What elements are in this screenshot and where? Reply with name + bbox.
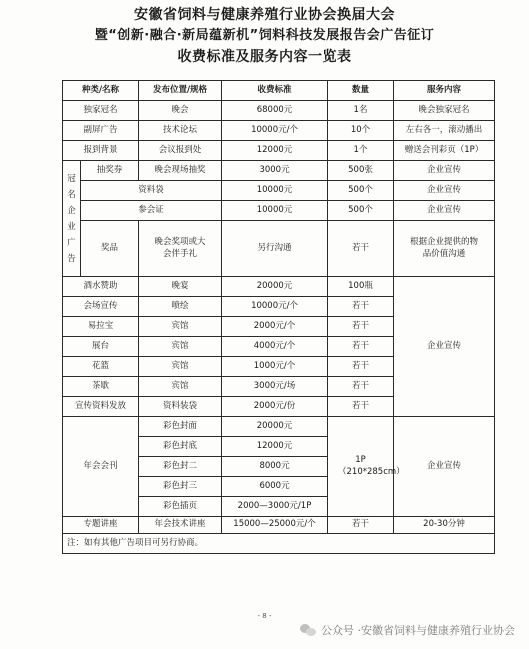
row-position: 彩色封二 — [139, 457, 222, 477]
row-qty: 100瓶 — [328, 277, 394, 297]
row-fee: 10000元 — [222, 201, 328, 221]
title-line-2: 暨“创新·融合·新局蕴新机”饲料科技发展报告会广告征订 — [94, 28, 435, 43]
footer-account: 安徽省饲料与健康养殖行业协会 — [361, 624, 515, 637]
row-name: 展台 — [63, 337, 139, 357]
page-number: - 8 - — [257, 612, 272, 620]
row-service: 企业宣传 — [394, 201, 495, 221]
row-position: 宾馆 — [139, 377, 222, 397]
row-fee: 2000—3000元/1P — [222, 497, 328, 517]
row-position: 会议报到处 — [139, 141, 222, 161]
row-fee: 3000元/场 — [222, 377, 328, 397]
row-qty: 1名 — [328, 101, 394, 121]
corp-group-label: 冠名企业广告 — [63, 161, 81, 277]
header-position: 发布位置/规格 — [139, 81, 222, 101]
row-fee: 10000元 — [222, 181, 328, 201]
row-service: 根据企业提供的物品价值沟通 — [394, 221, 495, 277]
row-qty: 若干 — [328, 337, 394, 357]
row-fee: 10000元/个 — [222, 297, 328, 317]
row-name: 报到背景 — [63, 141, 139, 161]
row-name: 奖品 — [81, 221, 139, 277]
table-row — [63, 201, 495, 221]
row-fee: 20000元 — [222, 417, 328, 437]
row-fee: 20000元 — [222, 277, 328, 297]
row-position: 晚会现场抽奖 — [139, 161, 222, 181]
header-service: 服务内容 — [394, 81, 495, 101]
row-qty: 若干 — [328, 377, 394, 397]
row-qty: 若干 — [328, 221, 394, 277]
row-qty: 500个 — [328, 181, 394, 201]
row-fee: 8000元 — [222, 457, 328, 477]
row-name: 专题讲座 — [63, 517, 139, 534]
row-fee: 1000元/个 — [222, 357, 328, 377]
row-name: 参会证 — [81, 201, 222, 221]
row-fee: 12000元 — [222, 437, 328, 457]
row-fee: 2000元/份 — [222, 397, 328, 417]
row-qty: 若干 — [328, 297, 394, 317]
row-position: 技术论坛 — [139, 121, 222, 141]
wechat-footer — [300, 622, 515, 638]
row-service: 左右各一，滚动播出 — [394, 121, 495, 141]
row-position: 彩色封底 — [139, 437, 222, 457]
row-name: 酒水赞助 — [63, 277, 139, 297]
journal-name: 年会会刊 — [63, 417, 139, 517]
row-name: 抽奖券 — [81, 161, 139, 181]
row-service: 20-30分钟 — [394, 517, 495, 534]
header-fee: 收费标准 — [222, 81, 328, 101]
table-row — [63, 141, 495, 161]
row-qty: 若干 — [328, 397, 394, 417]
row-qty: 1个 — [328, 141, 394, 161]
row-position: 年会技术讲座 — [139, 517, 222, 534]
table-row — [63, 534, 495, 554]
row-position: 晚会奖项或大会伴手礼 — [139, 221, 222, 277]
table-row — [63, 121, 495, 141]
wechat-icon — [300, 623, 316, 637]
row-fee: 6000元 — [222, 477, 328, 497]
journal-qty: 1P（210*285cm） — [328, 417, 394, 517]
row-name: 副屏广告 — [63, 121, 139, 141]
row-name: 会场宣传 — [63, 297, 139, 317]
fee-table — [62, 80, 495, 554]
row-position: 宾馆 — [139, 357, 222, 377]
row-position: 晚宴 — [139, 277, 222, 297]
row-fee: 2000元/个 — [222, 317, 328, 337]
table-header-row — [63, 81, 495, 101]
row-qty: 若干 — [328, 517, 394, 534]
table-row — [63, 277, 495, 297]
row-fee: 4000元/个 — [222, 337, 328, 357]
row-qty: 500张 — [328, 161, 394, 181]
row-position: 彩色封三 — [139, 477, 222, 497]
row-fee: 10000元/个 — [222, 121, 328, 141]
row-position: 彩色封面 — [139, 417, 222, 437]
title-line-1: 安徽省饲料与健康养殖行业协会换届大会 — [134, 7, 395, 23]
table-row — [63, 417, 495, 437]
journal-service: 企业宣传 — [394, 417, 495, 517]
row-service: 企业宣传 — [394, 161, 495, 181]
row-fee: 68000元 — [222, 101, 328, 121]
row-name: 宣传资料发放 — [63, 397, 139, 417]
row-fee: 15000—25000元/个 — [222, 517, 328, 534]
row-service: 企业宣传 — [394, 181, 495, 201]
row-qty: 500个 — [328, 201, 394, 221]
row-qty: 若干 — [328, 317, 394, 337]
row-qty: 10个 — [328, 121, 394, 141]
row-fee: 12000元 — [222, 141, 328, 161]
table-row — [63, 221, 495, 277]
header-quantity: 数量 — [328, 81, 394, 101]
row-name: 易拉宝 — [63, 317, 139, 337]
row-fee: 3000元 — [222, 161, 328, 181]
footer-prefix: 公众号 · — [321, 624, 361, 637]
row-position: 彩色插页 — [139, 497, 222, 517]
row-position: 晚会 — [139, 101, 222, 121]
row-position: 资料装袋 — [139, 397, 222, 417]
row-service: 晚会独家冠名 — [394, 101, 495, 121]
header-type: 种类/名称 — [63, 81, 139, 101]
group-service: 企业宣传 — [394, 277, 495, 417]
row-name: 资料袋 — [81, 181, 222, 201]
row-name: 独家冠名 — [63, 101, 139, 121]
row-position: 宾馆 — [139, 337, 222, 357]
row-name: 茶歇 — [63, 377, 139, 397]
title-line-3: 收费标准及服务内容一览表 — [177, 49, 352, 65]
table-row — [63, 101, 495, 121]
table-note: 注：如有其他广告项目可另行协商。 — [63, 534, 495, 554]
row-position: 喷绘 — [139, 297, 222, 317]
row-name: 花篮 — [63, 357, 139, 377]
table-row — [63, 181, 495, 201]
row-position: 宾馆 — [139, 317, 222, 337]
row-qty: 若干 — [328, 357, 394, 377]
row-fee: 另行沟通 — [222, 221, 328, 277]
table-row — [63, 517, 495, 534]
row-service: 赠送会刊彩页（1P） — [394, 141, 495, 161]
table-row — [63, 161, 495, 181]
